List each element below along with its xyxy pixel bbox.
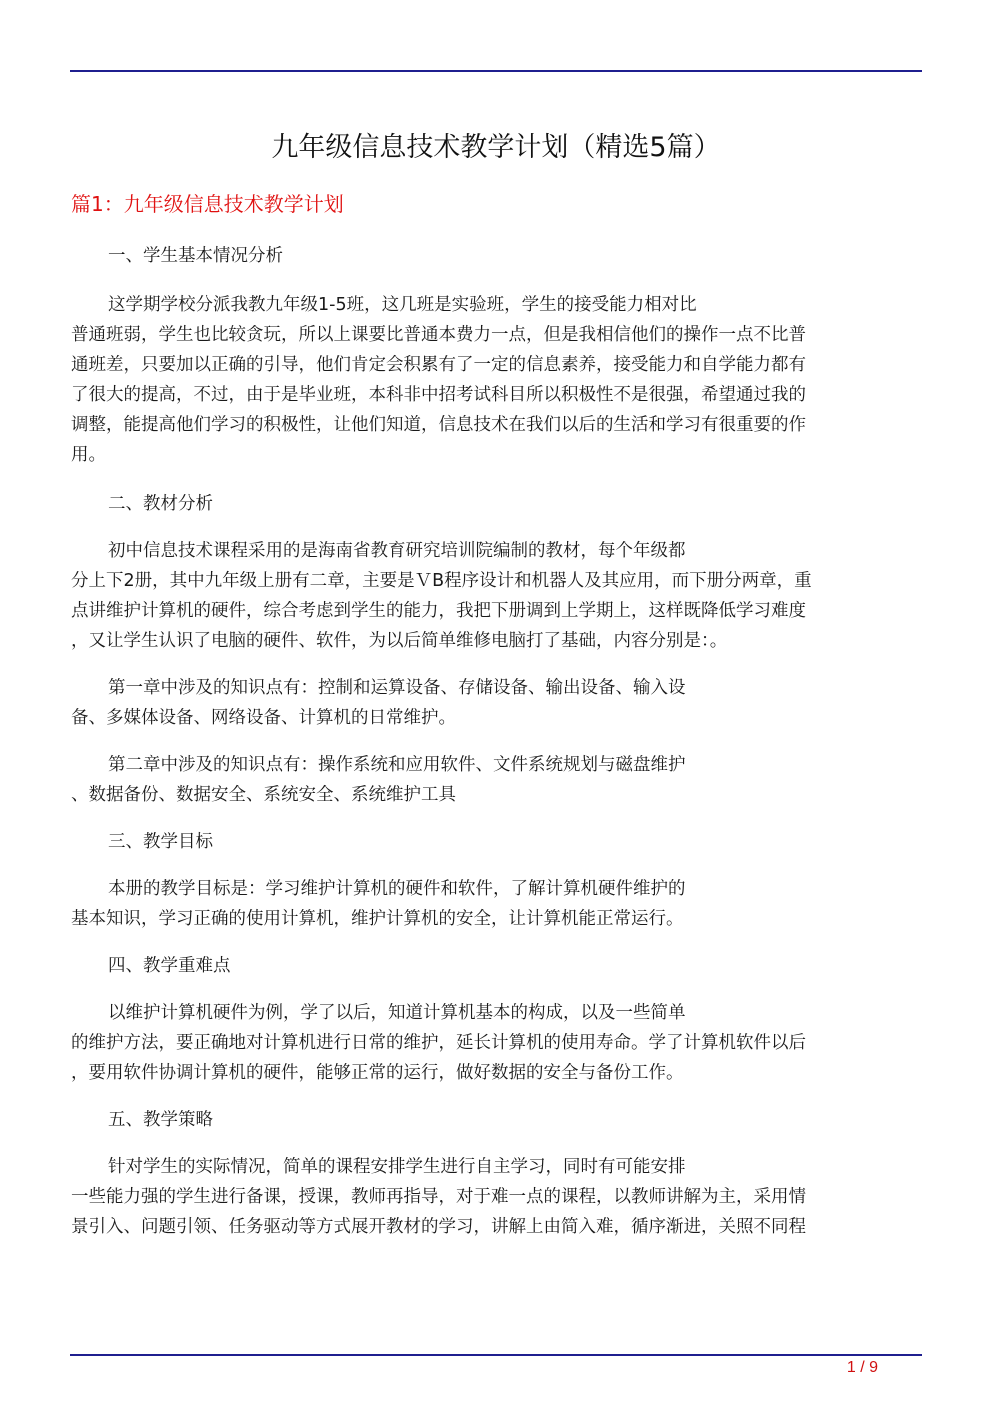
paragraph [71, 874, 921, 934]
section-heading [71, 827, 921, 857]
section-heading [71, 1105, 921, 1135]
header-rule [70, 70, 922, 72]
footer-rule [70, 1354, 922, 1356]
text-line: 景引入、问题引领、任务驱动等方式展开教材的学习，讲解上由简入难，循序渐进，关照不同程 [71, 1217, 806, 1237]
text-line: 三、教学目标 [108, 832, 213, 852]
text-line: 分上下2册，其中九年级上册有二章，主要是ＶB程序设计和机器人及其应用，而下册分两章，重 [71, 571, 812, 591]
text-line: 针对学生的实际情况，简单的课程安排学生进行自主学习，同时有可能安排 [108, 1157, 686, 1177]
document-body [71, 241, 921, 1242]
section-heading [71, 951, 921, 981]
text-line: 基本知识，学习正确的使用计算机，维护计算机的安全，让计算机能正常运行。 [71, 909, 684, 929]
text-line: 第一章中涉及的知识点有：控制和运算设备、存储设备、输出设备、输入设 [108, 678, 686, 698]
paragraph [71, 536, 921, 656]
text-line: 的维护方法，要正确地对计算机进行日常的维护，延长计算机的使用寿命。学了计算机软件以后 [71, 1033, 806, 1053]
paragraph [71, 998, 921, 1088]
text-line: 备、多媒体设备、网络设备、计算机的日常维护。 [71, 708, 456, 728]
text-line: 通班差，只要加以正确的引导，他们肯定会积累有了一定的信息素养，接受能力和自学能力都有 [71, 355, 806, 375]
text-line: 用。 [71, 445, 106, 465]
section-heading [71, 241, 921, 271]
text-line: 本册的教学目标是：学习维护计算机的硬件和软件，了解计算机硬件维护的 [108, 879, 686, 899]
text-line: 点讲维护计算机的硬件，综合考虑到学生的能力，我把下册调到上学期上，这样既降低学习难度 [71, 601, 806, 621]
text-line: 第二章中涉及的知识点有：操作系统和应用软件、文件系统规划与磁盘维护 [108, 755, 686, 775]
text-line: 了很大的提高，不过，由于是毕业班，本科非中招考试科目所以积极性不是很强，希望通过我的 [71, 385, 806, 405]
text-line: 一些能力强的学生进行备课，授课，教师再指导，对于难一点的课程，以教师讲解为主，采用情 [71, 1187, 806, 1207]
text-line: 调整，能提高他们学习的积极性，让他们知道，信息技术在我们以后的生活和学习有很重要的作 [71, 415, 806, 435]
document-title: 九年级信息技术教学计划（精选5篇） [271, 132, 721, 163]
section-heading [71, 489, 921, 519]
text-line: 以维护计算机硬件为例，学了以后，知道计算机基本的构成，以及一些简单 [108, 1003, 686, 1023]
paragraph [71, 290, 921, 470]
text-line: 普通班弱，学生也比较贪玩，所以上课要比普通本费力一点，但是我相信他们的操作一点不比普 [71, 325, 806, 345]
paragraph [71, 673, 921, 733]
text-line: 一、学生基本情况分析 [108, 246, 283, 266]
page-number: 1 / 9 [846, 1359, 878, 1376]
paragraph [71, 750, 921, 810]
text-line: 二、教材分析 [108, 494, 213, 514]
text-line: 这学期学校分派我教九年级1-5班，这几班是实验班，学生的接受能力相对比 [108, 295, 697, 315]
text-line: 、数据备份、数据安全、系统安全、系统维护工具 [71, 785, 456, 805]
text-line: ，又让学生认识了电脑的硬件、软件，为以后简单维修电脑打了基础，内容分别是：。 [71, 631, 728, 651]
text-line: ，要用软件协调计算机的硬件，能够正常的运行，做好数据的安全与备份工作。 [71, 1063, 684, 1083]
text-line: 五、教学策略 [108, 1110, 213, 1130]
section-title: 篇1：九年级信息技术教学计划 [71, 192, 344, 216]
paragraph [71, 1152, 921, 1242]
text-line: 初中信息技术课程采用的是海南省教育研究培训院编制的教材，每个年级都 [108, 541, 686, 561]
text-line: 四、教学重难点 [108, 956, 231, 976]
